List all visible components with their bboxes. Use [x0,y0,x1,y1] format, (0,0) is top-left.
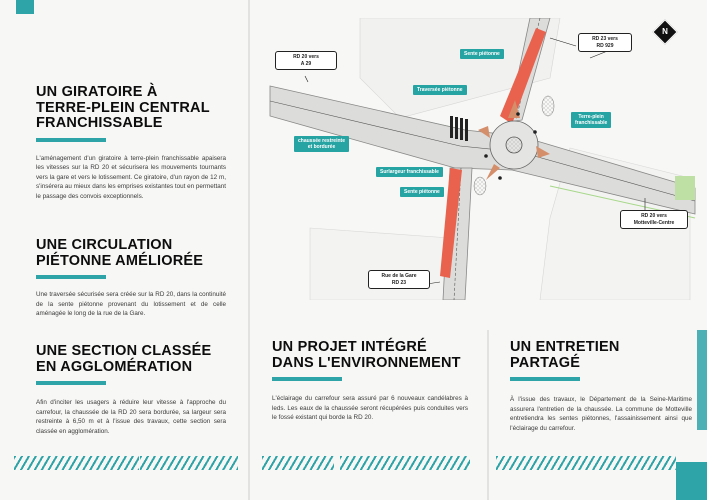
section-environnement-rule [272,377,342,381]
section-giratoire-title: UN GIRATOIRE À TERRE-PLEIN CENTRAL FRANCHISSABLE [36,84,210,131]
callout-sente-pietonne-bottom: Sente piétonne [400,187,444,197]
section-circulation-rule [36,275,106,279]
callout-surlargeur: Surlargeur franchissable [376,167,443,177]
section-circulation [36,238,226,319]
label-rd20-motteville: RD 20 vers Motteville-Centre [620,210,688,229]
callout-terre-plein: Terre-plein franchissable [571,112,611,128]
callout-sente-pietonne-top: Sente piétonne [460,49,504,59]
section-environnement-body: L'éclairage du carrefour sera assuré par 6 nouveaux candélabres à leds. Les eaux de la chaussée seront récupérées puis conduites vers le fossé existant qui borde la RD 20. [272,395,468,422]
callout-chaussee-restreinte: chaussée restreinte et bordurée [294,136,349,152]
callout-traversee-pietonne: Traversée piétonne [413,85,467,95]
section-environnement-title: UN PROJET INTÉGRÉ DANS L'ENVIRONNEMENT [272,339,461,371]
hatch-band-middle [262,456,334,470]
section-giratoire-rule [36,138,106,142]
section-agglomeration-title: UNE SECTION CLASSÉE EN AGGLOMÉRATION [36,343,212,375]
hatch-band-left-2 [140,456,238,470]
section-environnement [272,340,468,423]
label-rd23-rd929: RD 23 vers RD 929 [578,33,632,52]
section-circulation-body: Une traversée sécurisée sera créée sur la RD 20, dans la continuité de la sente piétonne provenant du lotissement et de celle aménagée le long de la rue de la Gare. [36,291,226,318]
fold-line-right [487,330,489,500]
side-accent-right [697,330,707,430]
road-plan [250,18,705,300]
label-rue-de-la-gare: Rue de la Gare RD 23 [368,270,430,289]
section-circulation-title: UNE CIRCULATION PIÉTONNE AMÉLIORÉE [36,237,204,269]
section-entretien-title: UN ENTRETIEN PARTAGÉ [510,339,620,371]
corner-accent-top-left [16,0,34,14]
section-entretien [510,340,692,433]
section-giratoire-body: L'aménagement d'un giratoire à terre-plein franchissable apaisera les vitesses sur la RD 20 et sécurisera les mouvements tournants vers la gare et vers le lotissement. Ce giratoire, d'un rayon de 12 m, s'insérera au mieux dans les emprises existantes tout en permettant le passage des convois exceptionnels. [36,154,226,200]
section-agglomeration-body: Afin d'inciter les usagers à réduire leur vitesse à l'approche du carrefour, la chaussée de la RD 20 sera bordurée, sa largeur sera restreinte à 6,50 m et à l'issue des travaux, cette section sera classée en agglomération. [36,399,226,435]
hatch-band-left-1 [14,456,139,470]
hatch-band-middle-2 [340,456,470,470]
section-giratoire [36,85,226,201]
label-rd20-a29: RD 20 vers A 29 [275,51,337,70]
section-entretien-rule [510,377,580,381]
section-entretien-body: À l'issue des travaux, le Département de la Seine-Maritime assurera l'entretien de la chaussée. La commune de Motteville entretiendra les sentes piétonnes, l'assainissement ainsi que l'éclairage du carrefour. [510,396,692,432]
north-arrow-icon: N [652,19,677,44]
corner-accent-bottom-right [676,462,707,500]
section-agglomeration [36,344,226,436]
hatch-band-right [496,456,676,470]
section-agglomeration-rule [36,381,106,385]
